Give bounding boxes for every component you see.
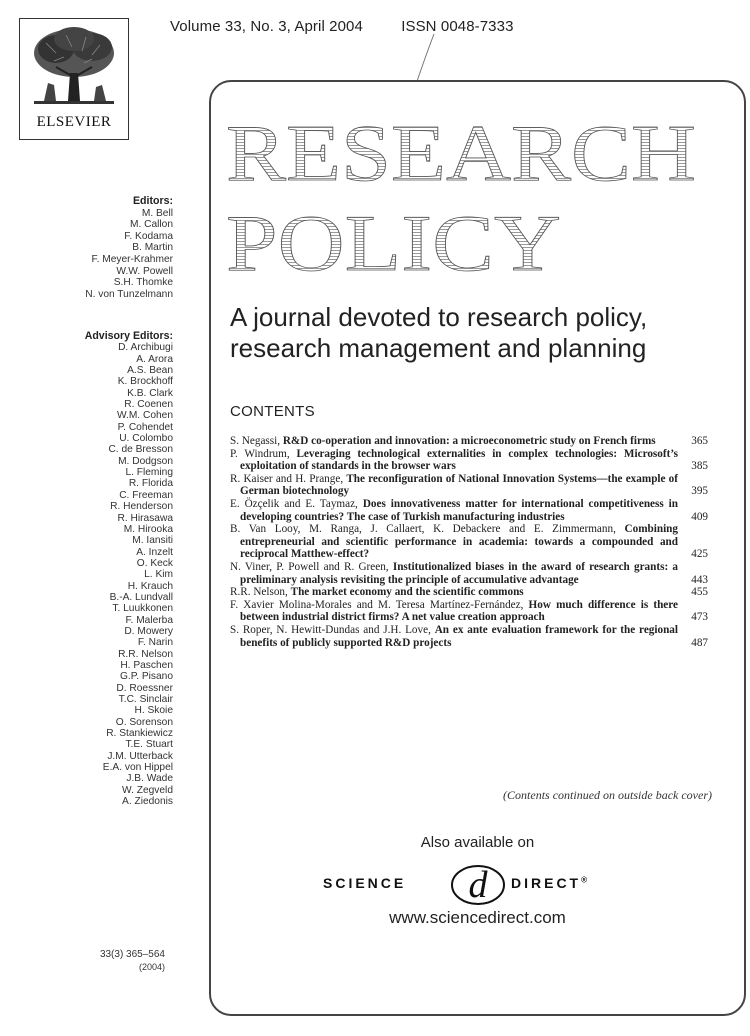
- journal-title-line1: RESEARCH: [226, 112, 696, 198]
- article-authors: P. Windrum,: [230, 447, 297, 460]
- registered-mark: ®: [581, 875, 588, 885]
- sciencedirect-logo[interactable]: [211, 863, 744, 907]
- advisory-editor-name: A. Ziedonis: [122, 796, 173, 808]
- advisory-editor-name: T.E. Stuart: [125, 739, 173, 751]
- article-page: 385: [691, 460, 708, 473]
- advisory-editor-name: R.R. Nelson: [118, 648, 173, 660]
- contents-heading: CONTENTS: [230, 403, 315, 420]
- article-authors: S. Negassi,: [230, 435, 283, 447]
- editors-list: [85, 196, 173, 300]
- advisory-editor-name: K.B. Clark: [127, 387, 173, 399]
- subtitle-line1: A journal devoted to research policy,: [230, 302, 648, 332]
- also-available-text: Also available on: [420, 834, 535, 851]
- article-page: 487: [691, 636, 708, 649]
- advisory-editor-name: T.C. Sinclair: [118, 694, 173, 705]
- advisory-editor-name: P. Cohendet: [117, 421, 173, 433]
- advisory-editor-name: H. Paschen: [120, 659, 173, 671]
- article-authors: R. Kaiser and H. Prange,: [230, 472, 347, 485]
- advisory-editor-name: E.A. von Hippel: [102, 762, 173, 774]
- article-page: 395: [691, 485, 708, 498]
- article-title: R&D co-operation and innovation: a microeconometric study on French firms: [282, 435, 656, 447]
- article-title: Does innovativeness matter for international competitiveness in developing countries? The case of Turkish manufacturing industries: [240, 497, 678, 523]
- cover-panel: [209, 80, 746, 1016]
- article-title: The reconfiguration of National Innovation Systems—the example of German biotechnology: [240, 472, 678, 498]
- article-page: 365: [691, 435, 708, 447]
- article-title: Combining entrepreneurial and scientific performance in academia: towards a compounded and reciprocal Matthew-effect?: [240, 523, 678, 561]
- advisory-editor-name: J.B. Wade: [126, 773, 173, 785]
- editor-name: F. Meyer-Krahmer: [91, 253, 173, 265]
- contents-entry[interactable]: [230, 498, 708, 523]
- editors-names: [85, 208, 173, 301]
- article-title: The market economy and the scientific commons: [290, 586, 524, 599]
- article-page: 409: [691, 510, 708, 523]
- advisory-editor-name: M. Hirooka: [123, 523, 173, 535]
- article-authors: E. Özçelik and E. Taymaz,: [230, 497, 363, 510]
- advisory-editor-name: F. Narin: [137, 637, 173, 649]
- contents-continued-note: (Contents continued on outside back cover): [503, 788, 712, 802]
- article-title: Institutionalized biases in the award of research grants: a preliminary analysis revisiting the principle of accumulative advantage: [240, 560, 678, 586]
- sciencedirect-science: SCIENCE: [323, 875, 407, 891]
- svg-text:d: d: [468, 864, 488, 906]
- contents-entry[interactable]: [230, 599, 708, 624]
- editor-name: W.W. Powell: [116, 265, 173, 277]
- issn-number: ISSN 0048-7333: [401, 18, 514, 35]
- advisory-editor-name: W.M. Cohen: [116, 410, 173, 422]
- issue-reference: [100, 948, 165, 974]
- sciencedirect-url[interactable]: www.sciencedirect.com: [389, 908, 566, 927]
- article-page: 425: [691, 548, 708, 561]
- advisory-editor-name: A.S. Bean: [127, 365, 173, 377]
- sciencedirect-direct: DIRECT®: [511, 875, 588, 891]
- advisory-editor-name: M. Dodgson: [118, 455, 173, 467]
- advisory-editor-name: C. Freeman: [119, 489, 173, 501]
- sciencedirect-d-icon: [449, 863, 507, 907]
- issue-header: [170, 18, 514, 35]
- advisory-editor-name: R. Stankiewicz: [106, 728, 173, 740]
- advisory-editor-name: O. Sorenson: [115, 716, 173, 728]
- advisory-editor-name: L. Kim: [144, 569, 173, 581]
- advisory-editor-name: J.M. Utterback: [107, 750, 173, 762]
- article-authors: R.R. Nelson,: [230, 586, 291, 599]
- advisory-editor-name: R. Hirasawa: [117, 512, 173, 524]
- advisory-editor-name: M. Iansiti: [132, 535, 173, 547]
- subtitle-line2: research management and planning: [230, 333, 647, 363]
- advisory-editor-name: D. Archibugi: [118, 342, 173, 354]
- contents-entry[interactable]: [230, 624, 708, 649]
- issue-pages: 33(3) 365–564: [99, 949, 165, 960]
- journal-subtitle: [230, 302, 647, 364]
- advisory-editor-name: D. Mowery: [124, 625, 173, 637]
- advisory-editor-name: H. Krauch: [127, 580, 173, 592]
- contents-entry[interactable]: [230, 586, 708, 599]
- article-title: An ex ante evaluation framework for the regional benefits of publicly supported R&D projects: [240, 623, 678, 649]
- advisory-editors-heading: Advisory Editors:: [84, 330, 173, 342]
- article-page: 473: [691, 611, 708, 624]
- volume-info: Volume 33, No. 3, April 2004: [170, 18, 363, 35]
- advisory-editor-name: R. Florida: [128, 478, 173, 490]
- advisory-editor-name: F. Malerba: [125, 614, 173, 626]
- editors-heading: Editors:: [132, 195, 173, 207]
- editor-name: M. Callon: [129, 219, 173, 231]
- elsevier-logo: [19, 18, 129, 140]
- article-title: Leveraging technological externalities in complex technologies: Microsoft’s exploitation of standards in the browser wars: [240, 447, 678, 473]
- advisory-editor-name: G.P. Pisano: [119, 671, 173, 683]
- advisory-editors-names: [85, 342, 173, 807]
- article-authors: B. Van Looy, M. Ranga, J. Callaert, K. Debackere and E. Zimmermann,: [230, 523, 625, 536]
- contents-entry[interactable]: [230, 561, 708, 586]
- contents-list: [230, 435, 708, 649]
- journal-masthead: [226, 112, 706, 282]
- advisory-editor-name: O. Keck: [136, 557, 173, 569]
- advisory-editor-name: K. Brockhoff: [117, 376, 173, 388]
- editor-name: S.H. Thomke: [113, 277, 173, 289]
- advisory-editors-list: [85, 331, 173, 807]
- journal-title-line2: POLICY: [226, 200, 561, 282]
- tree-emblem-icon: [26, 23, 122, 113]
- advisory-editor-name: U. Colombo: [119, 433, 173, 445]
- advisory-editor-name: W. Zegveld: [122, 784, 173, 796]
- article-authors: F. Xavier Molina-Morales and M. Teresa Martínez-Fernández,: [230, 598, 529, 611]
- advisory-editor-name: A. Arora: [136, 353, 173, 365]
- contents-entry[interactable]: [230, 473, 708, 498]
- article-authors: S. Roper, N. Hewitt-Dundas and J.H. Love,: [230, 623, 435, 636]
- advisory-editor-name: H. Skoie: [134, 705, 173, 717]
- advisory-editor-name: R. Henderson: [110, 501, 173, 513]
- contents-entry[interactable]: [230, 523, 708, 561]
- contents-entry[interactable]: [230, 448, 708, 473]
- article-page: 455: [691, 586, 708, 599]
- editor-name: B. Martin: [132, 242, 173, 254]
- editor-name: M. Bell: [141, 207, 173, 219]
- article-page: 443: [691, 573, 708, 586]
- article-title: How much difference is there between industrial district firms? A net value creation approach: [240, 598, 678, 624]
- editor-name: N. von Tunzelmann: [85, 288, 173, 300]
- advisory-editor-name: A. Inzelt: [136, 546, 173, 558]
- publisher-name: ELSEVIER: [36, 114, 112, 130]
- editor-name: F. Kodama: [124, 230, 173, 242]
- article-authors: N. Viner, P. Powell and R. Green,: [230, 560, 393, 573]
- advisory-editor-name: D. Roessner: [116, 682, 173, 694]
- advisory-editor-name: R. Coenen: [124, 399, 173, 411]
- advisory-editor-name: B.-A. Lundvall: [109, 591, 173, 603]
- advisory-editor-name: C. de Bresson: [108, 444, 173, 456]
- issue-year: (2004): [138, 962, 165, 972]
- contents-entry[interactable]: [230, 435, 708, 448]
- advisory-editor-name: T. Luukkonen: [112, 603, 173, 615]
- advisory-editor-name: L. Fleming: [125, 467, 173, 479]
